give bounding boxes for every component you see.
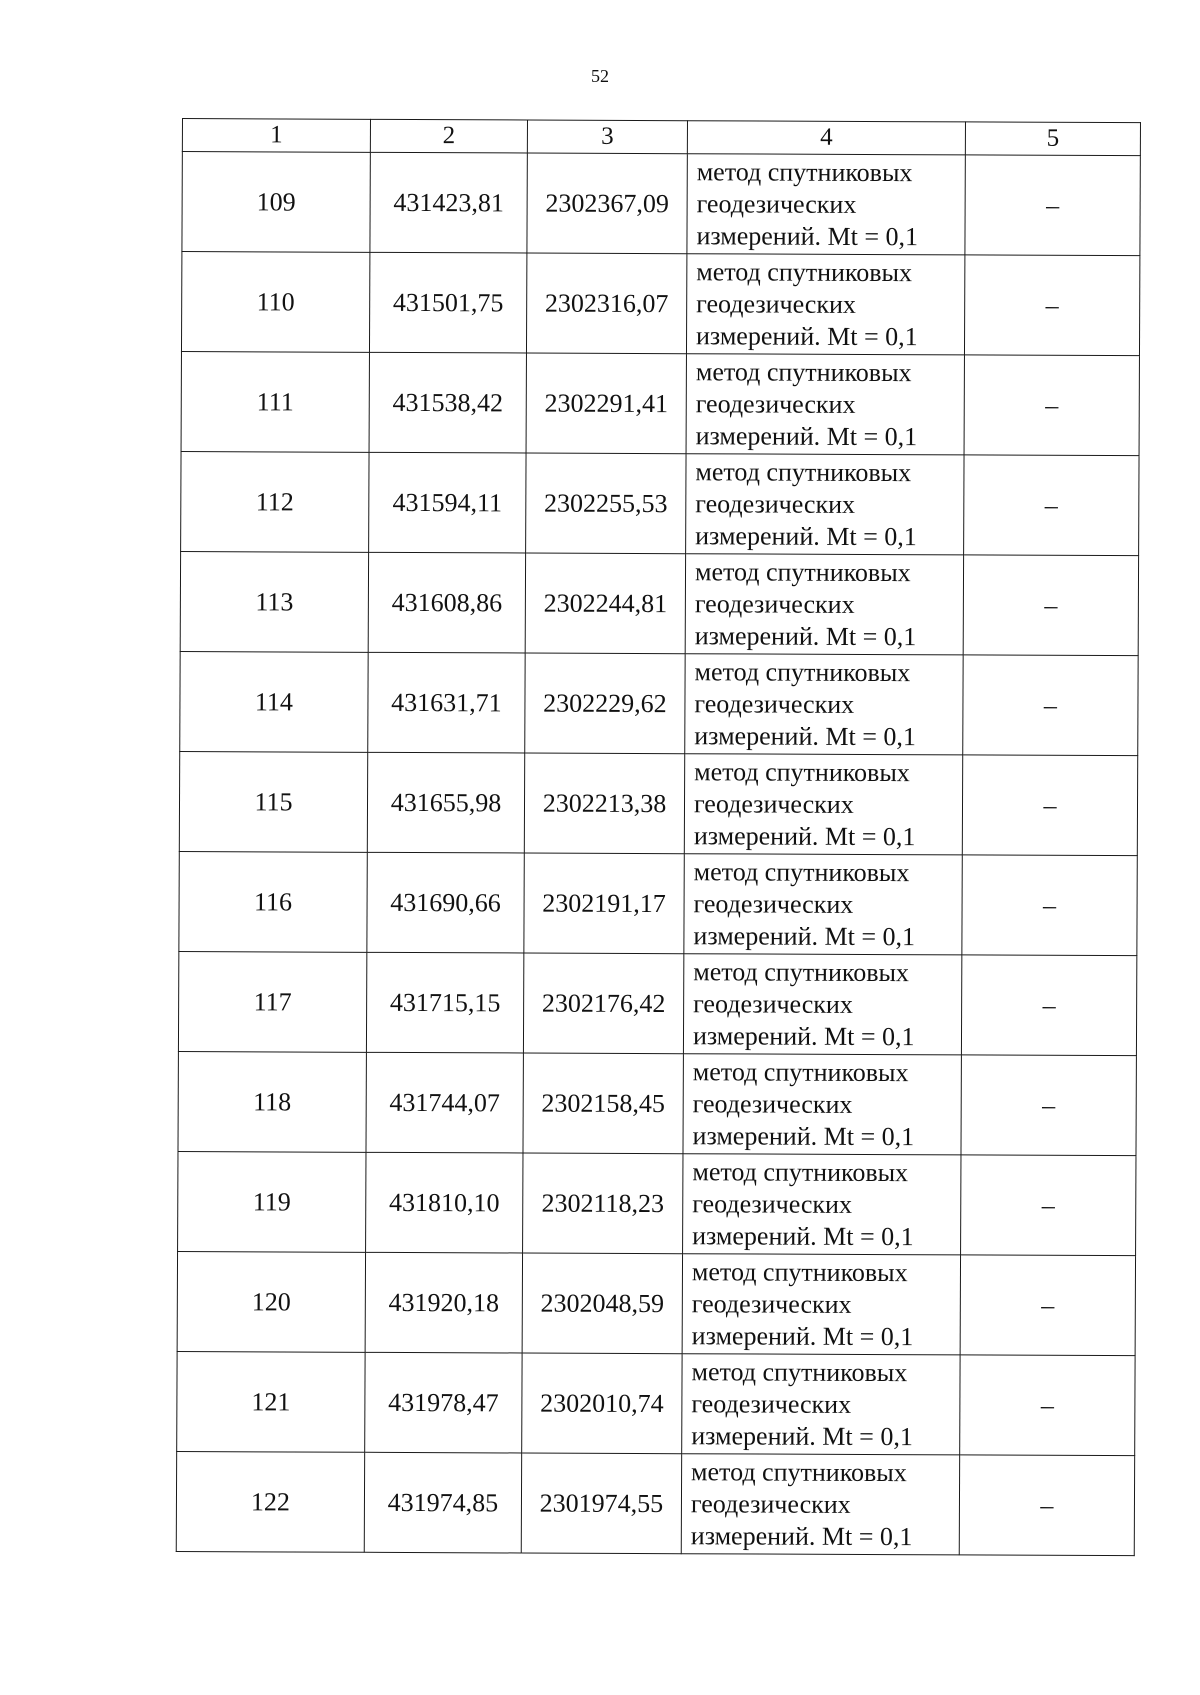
method-line: измерений. Mt = 0,1 bbox=[693, 920, 916, 951]
table-row bbox=[182, 152, 1140, 256]
y-coordinate-cell: 2302191,17 bbox=[524, 853, 684, 954]
point-number-cell: 118 bbox=[178, 1051, 366, 1152]
y-coordinate-cell: 2302244,81 bbox=[525, 553, 685, 654]
y-coordinate-cell: 2302255,53 bbox=[526, 453, 686, 554]
table-row bbox=[180, 551, 1138, 655]
table-body bbox=[176, 152, 1140, 1556]
y-coordinate-cell: 2302176,42 bbox=[523, 953, 683, 1054]
method-cell bbox=[686, 454, 964, 555]
table-row bbox=[178, 951, 1136, 1055]
header-col-5: 5 bbox=[965, 122, 1140, 156]
method-cell bbox=[684, 854, 962, 955]
header-col-4: 4 bbox=[687, 121, 965, 155]
method-line: метод спутниковых bbox=[692, 1056, 909, 1087]
method-cell bbox=[683, 1154, 961, 1255]
table-row bbox=[179, 751, 1137, 855]
point-number-cell: 116 bbox=[179, 851, 367, 952]
method-line: измерений. Mt = 0,1 bbox=[692, 1120, 915, 1151]
method-line: геодезических bbox=[692, 1188, 853, 1219]
x-coordinate-cell: 431978,47 bbox=[365, 1352, 522, 1453]
method-line: метод спутниковых bbox=[696, 156, 913, 187]
method-line: метод спутниковых bbox=[691, 1356, 908, 1387]
method-cell bbox=[686, 254, 964, 355]
header-col-1: 1 bbox=[182, 119, 370, 153]
table-row bbox=[176, 1451, 1134, 1555]
header-col-2: 2 bbox=[370, 119, 527, 153]
table-row bbox=[177, 1251, 1135, 1355]
method-line: измерений. Mt = 0,1 bbox=[695, 420, 918, 451]
method-line: метод спутниковых bbox=[694, 556, 911, 587]
coordinates-table-container bbox=[176, 118, 1140, 1556]
method-line: геодезических bbox=[696, 288, 856, 319]
point-number-cell: 112 bbox=[181, 451, 369, 552]
method-line: геодезических bbox=[693, 888, 854, 919]
x-coordinate-cell: 431744,07 bbox=[366, 1052, 523, 1153]
method-line: геодезических bbox=[695, 488, 856, 519]
method-line: геодезических bbox=[693, 988, 853, 1019]
point-number-cell: 119 bbox=[178, 1151, 366, 1252]
method-cell bbox=[687, 154, 965, 255]
method-cell bbox=[682, 1254, 960, 1355]
y-coordinate-cell: 2302158,45 bbox=[523, 1053, 683, 1154]
point-number-cell: 122 bbox=[176, 1451, 364, 1552]
method-line: метод спутниковых bbox=[696, 256, 913, 287]
note-cell: – bbox=[962, 855, 1137, 956]
note-cell: – bbox=[964, 255, 1139, 356]
note-cell: – bbox=[963, 555, 1138, 656]
method-cell bbox=[683, 954, 961, 1055]
note-cell: – bbox=[964, 355, 1139, 456]
y-coordinate-cell: 2302213,38 bbox=[524, 753, 684, 854]
method-cell bbox=[681, 1454, 959, 1555]
x-coordinate-cell: 431655,98 bbox=[367, 752, 524, 853]
method-line: геодезических bbox=[694, 588, 855, 619]
note-cell: – bbox=[965, 155, 1140, 256]
x-coordinate-cell: 431974,85 bbox=[364, 1452, 521, 1553]
note-cell: – bbox=[964, 455, 1139, 556]
point-number-cell: 115 bbox=[179, 751, 367, 852]
y-coordinate-cell: 2302291,41 bbox=[526, 353, 686, 454]
method-cell bbox=[686, 354, 964, 455]
method-line: метод спутниковых bbox=[694, 656, 911, 687]
method-line: геодезических bbox=[691, 1288, 852, 1319]
method-line: измерений. Mt = 0,1 bbox=[696, 220, 919, 251]
page-number: 52 bbox=[591, 66, 609, 86]
method-line: метод спутниковых bbox=[693, 856, 910, 887]
method-line: геодезических bbox=[690, 1488, 851, 1519]
table-row bbox=[181, 252, 1139, 356]
method-line: геодезических bbox=[695, 388, 856, 419]
point-number-cell: 111 bbox=[181, 351, 369, 452]
method-line: метод спутниковых bbox=[691, 1256, 908, 1287]
method-cell bbox=[682, 1354, 960, 1455]
x-coordinate-cell: 431715,15 bbox=[366, 952, 523, 1053]
y-coordinate-cell: 2302010,74 bbox=[522, 1353, 682, 1454]
method-line: измерений. Mt = 0,1 bbox=[690, 1520, 913, 1551]
table-row bbox=[178, 1151, 1136, 1255]
note-cell: – bbox=[962, 755, 1137, 856]
method-line: геодезических bbox=[691, 1388, 852, 1419]
point-number-cell: 121 bbox=[177, 1351, 365, 1452]
method-line: измерений. Mt = 0,1 bbox=[692, 1020, 915, 1051]
table-row bbox=[177, 1351, 1135, 1455]
method-line: измерений. Mt = 0,1 bbox=[694, 720, 916, 751]
method-line: метод спутниковых bbox=[693, 956, 910, 987]
method-cell bbox=[684, 754, 962, 855]
x-coordinate-cell: 431501,75 bbox=[369, 252, 526, 353]
note-cell: – bbox=[959, 1455, 1134, 1556]
x-coordinate-cell: 431920,18 bbox=[365, 1252, 522, 1353]
y-coordinate-cell: 2302048,59 bbox=[522, 1253, 682, 1354]
method-line: геодезических bbox=[694, 688, 855, 719]
method-line: геодезических bbox=[696, 188, 857, 219]
method-cell bbox=[685, 554, 963, 655]
note-cell: – bbox=[960, 1355, 1135, 1456]
note-cell: – bbox=[961, 1155, 1136, 1256]
table-row bbox=[180, 651, 1138, 755]
point-number-cell: 113 bbox=[180, 551, 368, 652]
method-line: геодезических bbox=[693, 788, 854, 819]
point-number-cell: 120 bbox=[177, 1251, 365, 1352]
y-coordinate-cell: 2302367,09 bbox=[527, 153, 687, 254]
header-col-3: 3 bbox=[527, 120, 687, 154]
x-coordinate-cell: 431594,11 bbox=[369, 452, 526, 553]
method-line: измерений. Mt = 0,1 bbox=[695, 520, 917, 551]
table-header-row bbox=[182, 119, 1140, 156]
y-coordinate-cell: 2301974,55 bbox=[521, 1453, 681, 1554]
method-line: измерений. Mt = 0,1 bbox=[692, 1220, 914, 1251]
note-cell: – bbox=[961, 955, 1136, 1056]
point-number-cell: 109 bbox=[182, 152, 370, 253]
note-cell: – bbox=[963, 655, 1138, 756]
method-line: метод спутниковых bbox=[694, 756, 910, 787]
point-number-cell: 110 bbox=[181, 252, 369, 353]
x-coordinate-cell: 431608,86 bbox=[368, 552, 525, 653]
method-line: измерений. Mt = 0,1 bbox=[693, 820, 916, 851]
table-row bbox=[178, 1051, 1136, 1155]
y-coordinate-cell: 2302118,23 bbox=[523, 1153, 683, 1254]
y-coordinate-cell: 2302316,07 bbox=[526, 253, 686, 354]
method-line: метод спутниковых bbox=[695, 456, 912, 487]
method-line: измерений. Mt = 0,1 bbox=[691, 1420, 913, 1451]
method-line: геодезических bbox=[692, 1088, 853, 1119]
method-line: измерений. Mt = 0,1 bbox=[691, 1320, 914, 1351]
table-row bbox=[181, 351, 1139, 455]
x-coordinate-cell: 431631,71 bbox=[368, 652, 525, 753]
x-coordinate-cell: 431690,66 bbox=[367, 852, 524, 953]
method-line: метод спутниковых bbox=[695, 356, 912, 387]
method-line: метод спутниковых bbox=[691, 1456, 907, 1487]
x-coordinate-cell: 431423,81 bbox=[370, 152, 527, 253]
y-coordinate-cell: 2302229,62 bbox=[525, 653, 685, 754]
point-number-cell: 117 bbox=[178, 951, 366, 1052]
method-cell bbox=[683, 1054, 961, 1155]
note-cell: – bbox=[961, 1055, 1136, 1156]
x-coordinate-cell: 431538,42 bbox=[369, 352, 526, 453]
table-row bbox=[181, 451, 1139, 555]
point-number-cell: 114 bbox=[180, 651, 368, 752]
method-line: метод спутниковых bbox=[692, 1156, 909, 1187]
table-row bbox=[179, 851, 1137, 955]
method-cell bbox=[685, 654, 963, 755]
method-line: измерений. Mt = 0,1 bbox=[695, 320, 918, 351]
x-coordinate-cell: 431810,10 bbox=[366, 1152, 523, 1253]
method-line: измерений. Mt = 0,1 bbox=[694, 620, 917, 651]
coordinates-table bbox=[176, 118, 1141, 1556]
note-cell: – bbox=[960, 1255, 1135, 1356]
